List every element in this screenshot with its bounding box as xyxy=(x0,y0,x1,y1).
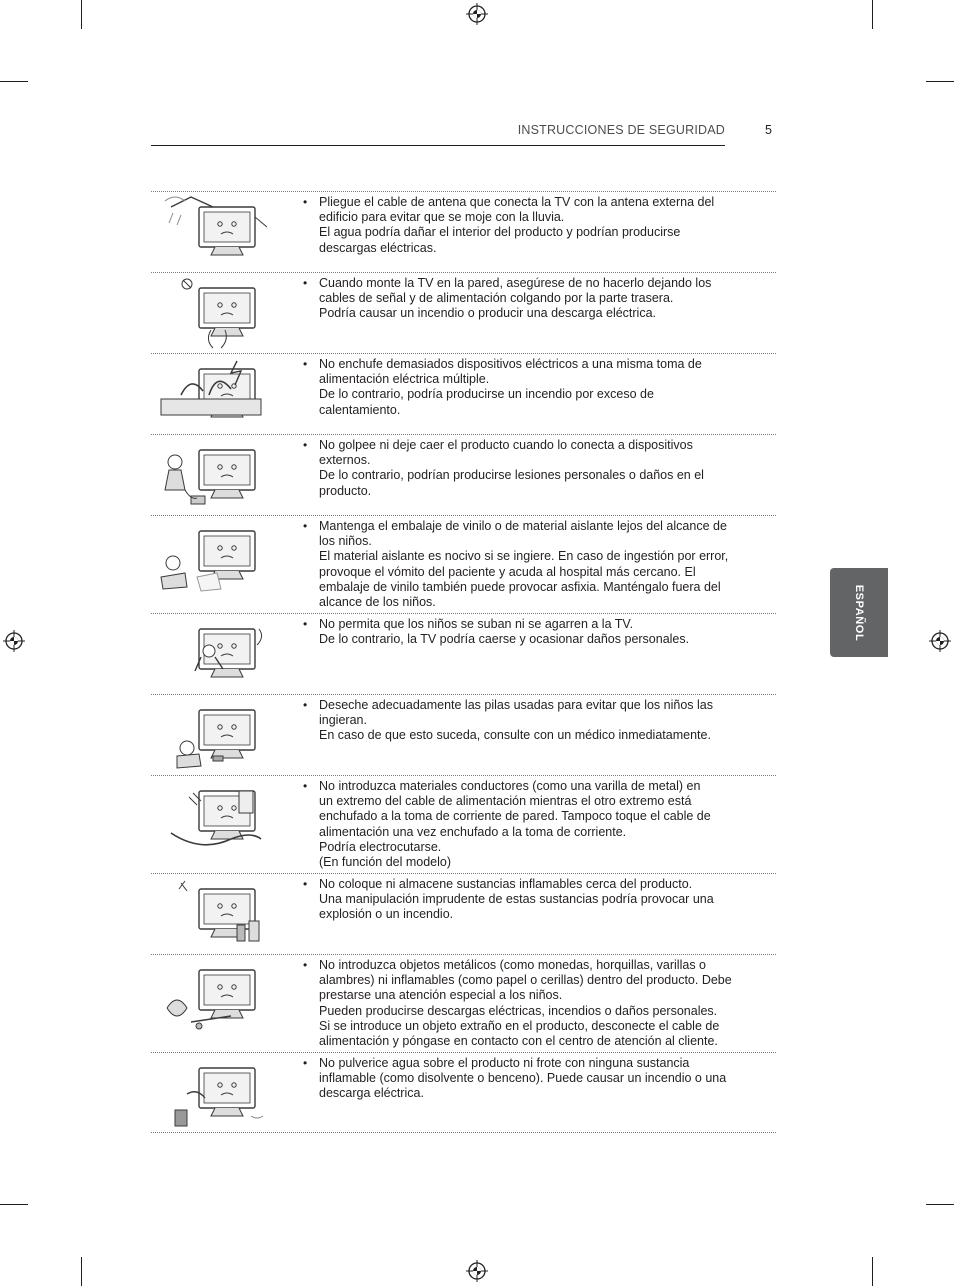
safety-text xyxy=(303,519,759,610)
safety-text xyxy=(303,1056,759,1102)
safety-row xyxy=(151,694,776,775)
safety-row xyxy=(151,775,776,873)
safety-text-line: Una manipulación imprudente de estas sustancias podría provocar una xyxy=(319,892,714,907)
bullet-icon: • xyxy=(303,779,308,793)
language-tab-label: ESPAÑOL xyxy=(853,584,865,641)
safety-text-line: descarga eléctrica. xyxy=(319,1086,424,1101)
safety-text-line: Podría electrocutarse. xyxy=(319,839,442,854)
safety-text-line: De lo contrario, podría producirse un incendio por exceso de xyxy=(319,387,654,402)
safety-text-line: inflamable (como disolvente o benceno). Puede causar un incendio o una xyxy=(319,1071,727,1086)
bullet-icon: • xyxy=(303,958,308,972)
registration-mark-icon xyxy=(3,630,25,652)
safety-text-line: Pueden producirse descargas eléctricas, incendios o daños personales. xyxy=(319,1003,718,1018)
safety-text xyxy=(303,958,759,1049)
dropping-product-icon xyxy=(151,436,271,514)
safety-row xyxy=(151,272,776,353)
bullet-icon: • xyxy=(303,1056,308,1070)
safety-text-line: El material aislante es nocivo si se ingiere. En caso de ingestión por error, xyxy=(319,549,729,564)
header-rule xyxy=(151,145,725,146)
safety-text-line: El agua podría dañar el interior del producto y podrían producirse xyxy=(319,225,681,240)
safety-text-line: alimentación una vez enchufado a la toma de corriente. xyxy=(319,824,627,839)
safety-text-line: No permita que los niños se suban ni se agarren a la TV. xyxy=(319,617,634,631)
safety-row xyxy=(151,873,776,954)
bullet-icon: • xyxy=(303,195,308,209)
battery-child-icon xyxy=(151,696,271,774)
vinyl-packaging-icon xyxy=(151,517,271,595)
registration-mark-icon xyxy=(466,1260,488,1282)
child-climbing-tv-icon xyxy=(151,615,271,693)
safety-text xyxy=(303,698,759,744)
safety-text xyxy=(303,877,759,923)
flammable-substances-icon xyxy=(151,875,271,953)
conductive-material-icon xyxy=(151,777,271,855)
section-title: INSTRUCCIONES DE SEGURIDAD xyxy=(517,123,725,137)
power-strip-overload-icon xyxy=(151,355,271,433)
safety-text-line: explosión o un incendio. xyxy=(319,907,454,922)
safety-row xyxy=(151,515,776,613)
safety-text xyxy=(303,438,759,499)
safety-text-line: No golpee ni deje caer el producto cuando lo conecta a dispositivos xyxy=(319,438,693,452)
safety-text-line: No introduzca objetos metálicos (como monedas, horquillas, varillas o xyxy=(319,958,706,972)
safety-text xyxy=(303,617,759,647)
safety-text-line: alambres) ni inflamables (como papel o cerillas) dentro del producto. Debe xyxy=(319,973,732,988)
safety-row xyxy=(151,613,776,694)
bullet-icon: • xyxy=(303,276,308,290)
safety-text-line: No introduzca materiales conductores (como una varilla de metal) en xyxy=(319,779,701,793)
safety-text-line: descargas eléctricas. xyxy=(319,240,437,255)
safety-text-line: ingieran. xyxy=(319,713,367,728)
safety-text-line: No pulverice agua sobre el producto ni frote con ninguna sustancia xyxy=(319,1056,690,1070)
safety-text-line: (En función del modelo) xyxy=(319,855,452,870)
safety-text-line: Podría causar un incendio o producir una descarga eléctrica. xyxy=(319,306,657,321)
safety-text-line: cables de señal y de alimentación colgando por la parte trasera. xyxy=(319,291,674,306)
safety-text-line: provoque el vómito del paciente y acuda al hospital más cercano. El xyxy=(319,564,696,579)
registration-mark-icon xyxy=(929,630,951,652)
safety-row xyxy=(151,353,776,434)
bullet-icon: • xyxy=(303,438,308,452)
safety-text-line: edificio para evitar que se moje con la lluvia. xyxy=(319,210,565,225)
language-tab xyxy=(830,568,888,657)
safety-row xyxy=(151,191,776,272)
registration-mark-icon xyxy=(466,3,488,25)
antenna-cable-icon xyxy=(151,193,271,271)
crop-mark xyxy=(81,1257,82,1286)
safety-text-line: No coloque ni almacene sustancias inflamables cerca del producto. xyxy=(319,877,693,891)
water-spray-icon xyxy=(151,1054,271,1132)
safety-text-line: Deseche adecuadamente las pilas usadas para evitar que los niños las xyxy=(319,698,713,712)
safety-text-line: alimentación eléctrica múltiple. xyxy=(319,372,490,387)
safety-row xyxy=(151,1052,776,1133)
crop-mark xyxy=(926,1204,954,1205)
bullet-icon: • xyxy=(303,877,308,891)
safety-text-line: En caso de que esto suceda, consulte con un médico inmediatamente. xyxy=(319,728,711,743)
safety-text-line: Si se introduce un objeto extraño en el producto, desconecte el cable de xyxy=(319,1018,720,1033)
metal-objects-icon xyxy=(151,956,271,1034)
safety-text-line: los niños. xyxy=(319,534,372,549)
safety-text-line: embalaje de vinilo también puede provocar asfixia. Manténgalo fuera del xyxy=(319,579,721,594)
safety-row xyxy=(151,954,776,1052)
safety-text-line: alcance de los niños. xyxy=(319,595,436,610)
wall-mount-cables-icon xyxy=(151,274,271,352)
bullet-icon: • xyxy=(303,617,308,631)
safety-text xyxy=(303,276,759,322)
safety-text-line: Pliegue el cable de antena que conecta la TV con la antena externa del xyxy=(319,195,715,209)
safety-text-line: producto. xyxy=(319,483,372,498)
crop-mark xyxy=(0,1204,28,1205)
safety-text-line: De lo contrario, podrían producirse lesiones personales o daños en el xyxy=(319,468,704,483)
bullet-icon: • xyxy=(303,698,308,712)
crop-mark xyxy=(926,81,954,82)
safety-instructions-table xyxy=(151,191,776,1133)
bullet-icon: • xyxy=(303,519,308,533)
crop-mark xyxy=(81,0,82,29)
crop-mark xyxy=(0,81,28,82)
safety-text-line: alimentación y póngase en contacto con el centro de atención al cliente. xyxy=(319,1034,718,1049)
safety-text-line: Cuando monte la TV en la pared, asegúrese de no hacerlo dejando los xyxy=(319,276,712,290)
safety-text-line: externos. xyxy=(319,453,371,468)
safety-text-line: enchufado a la toma de corriente de pared. Tampoco toque el cable de xyxy=(319,809,711,824)
safety-row xyxy=(151,434,776,515)
safety-text xyxy=(303,779,759,870)
crop-mark xyxy=(872,1257,873,1286)
safety-text-line: un extremo del cable de alimentación mientras el otro extremo está xyxy=(319,794,692,809)
safety-text xyxy=(303,195,759,256)
safety-text-line: Mantenga el embalaje de vinilo o de material aislante lejos del alcance de xyxy=(319,519,727,533)
safety-text xyxy=(303,357,759,418)
crop-mark xyxy=(872,0,873,29)
safety-text-line: prestarse una atención especial a los niños. xyxy=(319,988,563,1003)
safety-text-line: De lo contrario, la TV podría caerse y ocasionar daños personales. xyxy=(319,632,690,647)
safety-text-line: No enchufe demasiados dispositivos eléctricos a una misma toma de xyxy=(319,357,702,371)
safety-text-line: calentamiento. xyxy=(319,402,401,417)
bullet-icon: • xyxy=(303,357,308,371)
page-number: 5 xyxy=(765,123,772,137)
